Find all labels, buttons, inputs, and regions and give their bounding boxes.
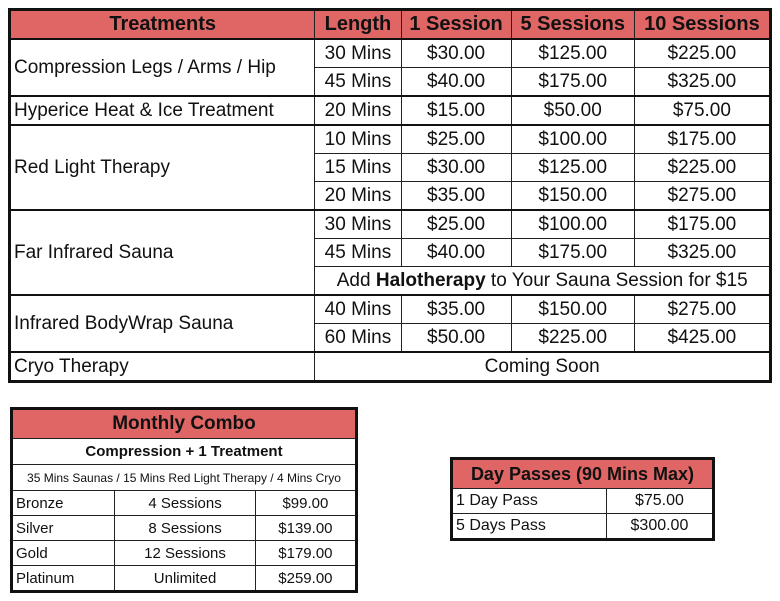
- table-row: [12, 566, 357, 592]
- price-10-sessions: $275.00: [634, 295, 770, 324]
- combo-level: Gold: [12, 541, 115, 566]
- price-1-session: $40.00: [401, 239, 511, 267]
- price-5-sessions: $100.00: [511, 125, 634, 154]
- day-pass-price: $300.00: [606, 514, 713, 540]
- day-passes-table: [450, 457, 715, 541]
- table-row: [10, 295, 771, 324]
- combo-sessions: 8 Sessions: [115, 516, 256, 541]
- header-5-sessions: 5 Sessions: [511, 10, 634, 40]
- price-10-sessions: $325.00: [634, 68, 770, 97]
- treatment-name-compression: Compression Legs / Arms / Hip: [10, 39, 315, 96]
- addon-text-pre: Add: [336, 269, 376, 291]
- header-length: Length: [315, 10, 401, 40]
- price-1-session: $50.00: [401, 324, 511, 353]
- price-1-session: $35.00: [401, 295, 511, 324]
- price-1-session: $30.00: [401, 154, 511, 182]
- treatments-price-table: [8, 8, 772, 383]
- monthly-combo-table: [10, 407, 358, 593]
- combo-price: $259.00: [255, 566, 356, 592]
- price-5-sessions: $125.00: [511, 154, 634, 182]
- length-cell: 40 Mins: [315, 295, 401, 324]
- combo-title: Monthly Combo: [12, 409, 357, 439]
- halotherapy-addon-note: [315, 267, 771, 296]
- length-cell: 45 Mins: [315, 68, 401, 97]
- length-cell: 15 Mins: [315, 154, 401, 182]
- price-1-session: $25.00: [401, 125, 511, 154]
- combo-note: 35 Mins Saunas / 15 Mins Red Light Therapy / 4 Mins Cryo: [12, 465, 357, 491]
- length-cell: 10 Mins: [315, 125, 401, 154]
- price-10-sessions: $325.00: [634, 239, 770, 267]
- price-10-sessions: $275.00: [634, 182, 770, 211]
- price-5-sessions: $150.00: [511, 182, 634, 211]
- table-row: [10, 210, 771, 239]
- price-10-sessions: $175.00: [634, 125, 770, 154]
- price-10-sessions: $75.00: [634, 96, 770, 125]
- length-cell: 20 Mins: [315, 182, 401, 211]
- table-row: [10, 125, 771, 154]
- price-5-sessions: $225.00: [511, 324, 634, 353]
- price-1-session: $25.00: [401, 210, 511, 239]
- combo-price: $179.00: [255, 541, 356, 566]
- combo-level: Bronze: [12, 491, 115, 516]
- addon-text-post: to Your Sauna Session for $15: [485, 269, 748, 291]
- treatment-name-cryo: Cryo Therapy: [10, 352, 315, 382]
- length-cell: 45 Mins: [315, 239, 401, 267]
- day-passes-title: Day Passes (90 Mins Max): [452, 459, 714, 489]
- cryo-status: Coming Soon: [315, 352, 771, 382]
- price-1-session: $30.00: [401, 39, 511, 68]
- length-cell: 60 Mins: [315, 324, 401, 353]
- table-row: [452, 489, 714, 514]
- price-5-sessions: $175.00: [511, 239, 634, 267]
- combo-price: $99.00: [255, 491, 356, 516]
- table-row: [12, 541, 357, 566]
- table-row: [10, 39, 771, 68]
- treatment-name-red-light: Red Light Therapy: [10, 125, 315, 210]
- price-5-sessions: $50.00: [511, 96, 634, 125]
- treatment-name-bodywrap: Infrared BodyWrap Sauna: [10, 295, 315, 352]
- header-row: [10, 10, 771, 40]
- treatment-name-hyperice: Hyperice Heat & Ice Treatment: [10, 96, 315, 125]
- day-pass-label: 5 Days Pass: [452, 514, 607, 540]
- table-row: [12, 516, 357, 541]
- length-cell: 20 Mins: [315, 96, 401, 125]
- combo-sessions: 4 Sessions: [115, 491, 256, 516]
- header-10-sessions: 10 Sessions: [634, 10, 770, 40]
- addon-text-bold: Halotherapy: [375, 269, 486, 291]
- table-row: [10, 96, 771, 125]
- table-row: [452, 514, 714, 540]
- price-10-sessions: $225.00: [634, 39, 770, 68]
- price-1-session: $35.00: [401, 182, 511, 211]
- combo-sessions: Unlimited: [115, 566, 256, 592]
- combo-level: Silver: [12, 516, 115, 541]
- table-row: [10, 352, 771, 382]
- combo-price: $139.00: [255, 516, 356, 541]
- combo-level: Platinum: [12, 566, 115, 592]
- price-5-sessions: $100.00: [511, 210, 634, 239]
- combo-subtitle: Compression + 1 Treatment: [12, 439, 357, 465]
- price-10-sessions: $425.00: [634, 324, 770, 353]
- combo-sessions: 12 Sessions: [115, 541, 256, 566]
- length-cell: 30 Mins: [315, 210, 401, 239]
- treatment-name-far-infrared-sauna: Far Infrared Sauna: [10, 210, 315, 295]
- header-treatments: Treatments: [10, 10, 315, 40]
- day-pass-label: 1 Day Pass: [452, 489, 607, 514]
- day-pass-price: $75.00: [606, 489, 713, 514]
- table-row: [12, 491, 357, 516]
- length-cell: 30 Mins: [315, 39, 401, 68]
- price-1-session: $15.00: [401, 96, 511, 125]
- price-5-sessions: $175.00: [511, 68, 634, 97]
- price-1-session: $40.00: [401, 68, 511, 97]
- price-5-sessions: $150.00: [511, 295, 634, 324]
- price-5-sessions: $125.00: [511, 39, 634, 68]
- price-10-sessions: $175.00: [634, 210, 770, 239]
- header-1-session: 1 Session: [401, 10, 511, 40]
- price-10-sessions: $225.00: [634, 154, 770, 182]
